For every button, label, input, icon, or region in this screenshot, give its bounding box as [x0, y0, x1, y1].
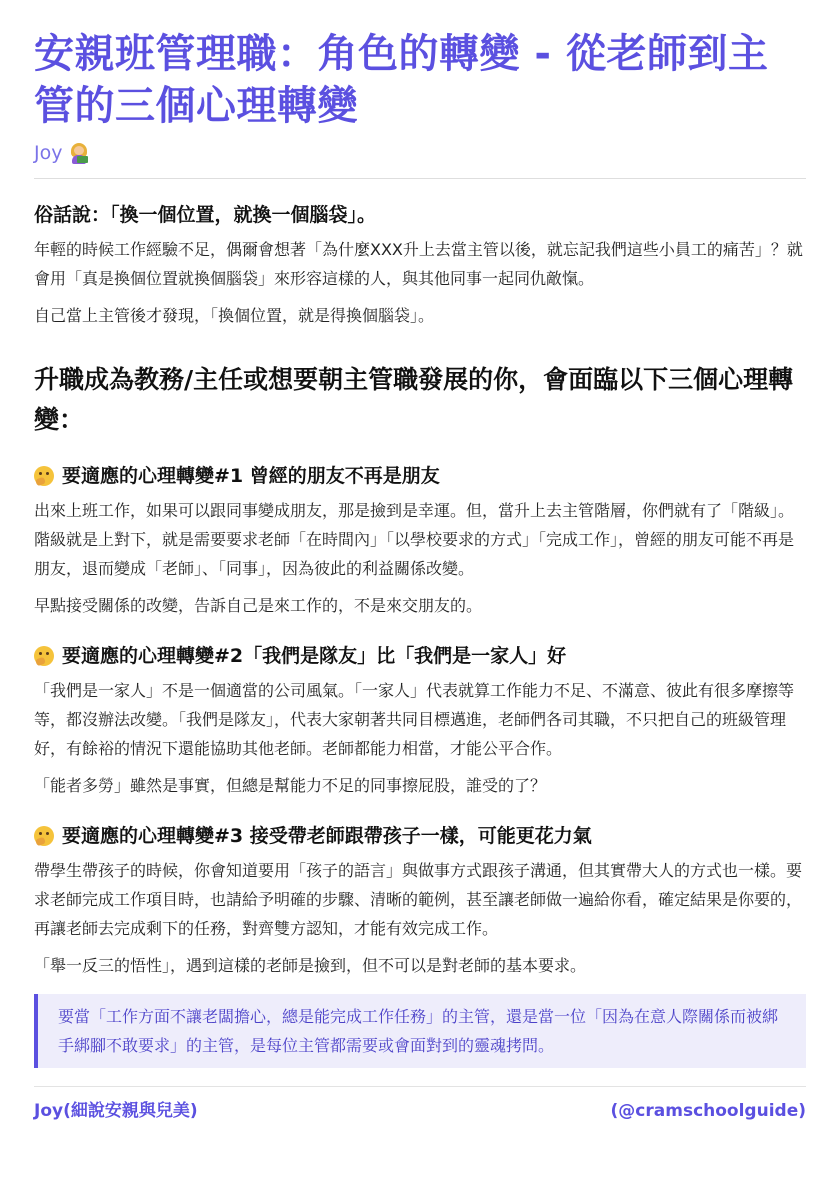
thinking-face-icon — [34, 826, 54, 846]
main-heading: 升職成為教務/主任或想要朝主管職發展的你，會面臨以下三個心理轉變： — [34, 365, 794, 434]
woman-technologist-icon — [68, 142, 90, 164]
footer-author: Joy(細說安親與兒美) — [34, 1101, 198, 1121]
section-2 — [34, 642, 806, 800]
section-1-heading-text: 要適應的心理轉變#1 曾經的朋友不再是朋友 — [62, 465, 440, 487]
section-1-heading — [34, 462, 806, 490]
section-1 — [34, 462, 806, 620]
section-2-heading-text: 要適應的心理轉變#2「我們是隊友」比「我們是一家人」好 — [62, 645, 567, 667]
section-3-heading-text: 要適應的心理轉變#3 接受帶老師跟帶孩子一樣，可能更花力氣 — [62, 825, 592, 847]
section-1-paragraph-2: 早點接受關係的改變，告訴自己是來工作的，不是來交朋友的。 — [34, 596, 483, 615]
section-2-paragraph-1: 「我們是一家人」不是一個適當的公司風氣。「一家人」代表就算工作能力不足、不滿意、彼此有很多摩擦等等，都沒辦法改變。「我們是隊友」，代表大家朝著共同目標邁進，老師們各司其職，不只把自己的班級管理好，有餘裕的情況下還能協助其他老師。老師都能力相當，才能公平合作。 — [34, 681, 795, 758]
intro-paragraph-2: 自己當上主管後才發現，「換個位置，就是得換個腦袋」。 — [34, 306, 435, 325]
page-title: 安親班管理職：角色的轉變 - 從老師到主管的三個心理轉變 — [34, 31, 769, 129]
footer-handle: (@cramschoolguide) — [610, 1101, 806, 1121]
footer — [34, 1099, 806, 1123]
author-line — [34, 140, 806, 166]
thinking-face-icon — [34, 646, 54, 666]
article — [34, 28, 806, 1123]
section-2-heading — [34, 642, 806, 670]
section-2-paragraph-2: 「能者多勞」雖然是事實，但總是幫能力不足的同事擦屁股，誰受的了？ — [34, 776, 547, 795]
callout-quote: 要當「工作方面不讓老闆擔心，總是能完成工作任務」的主管，還是當一位「因為在意人際關係而被綁手綁腳不敢要求」的主管，是每位主管都需要或會面對到的靈魂拷問。 — [34, 994, 806, 1068]
intro-paragraph-1: 年輕的時候工作經驗不足，偶爾會想著「為什麼XXX升上去當主管以後，就忘記我們這些小員工的痛苦」？就會用「真是換個位置就換個腦袋」來形容這樣的人，與其他同事一起同仇敵愾。 — [34, 240, 803, 288]
intro-heading: 俗話說：「換一個位置，就換一個腦袋」。 — [34, 204, 377, 226]
section-3-paragraph-2: 「舉一反三的悟性」，遇到這樣的老師是撿到，但不可以是對老師的基本要求。 — [34, 956, 587, 975]
section-1-paragraph-1: 出來上班工作，如果可以跟同事變成朋友，那是撿到是幸運。但，當升上去主管階層，你們就有了「階級」。階級就是上對下，就是需要要求老師「在時間內」「以學校要求的方式」「完成工作」，曾經的朋友可能不再是朋友，退而變成「老師」、「同事」，因為彼此的利益關係改變。 — [34, 501, 795, 578]
section-3-paragraph-1: 帶學生帶孩子的時候，你會知道要用「孩子的語言」與做事方式跟孩子溝通，但其實帶大人的方式也一樣。要求老師完成工作項目時，也請給予明確的步驟、清晰的範例，甚至讓老師做一遍給你看，確定結果是你要的，再讓老師去完成剩下的任務，對齊雙方認知，才能有效完成工作。 — [34, 861, 803, 938]
section-3-heading — [34, 822, 806, 850]
thinking-face-icon — [34, 466, 54, 486]
title-divider — [34, 178, 806, 179]
footer-divider — [34, 1086, 806, 1087]
section-3 — [34, 822, 806, 980]
author-name: Joy — [34, 142, 63, 164]
